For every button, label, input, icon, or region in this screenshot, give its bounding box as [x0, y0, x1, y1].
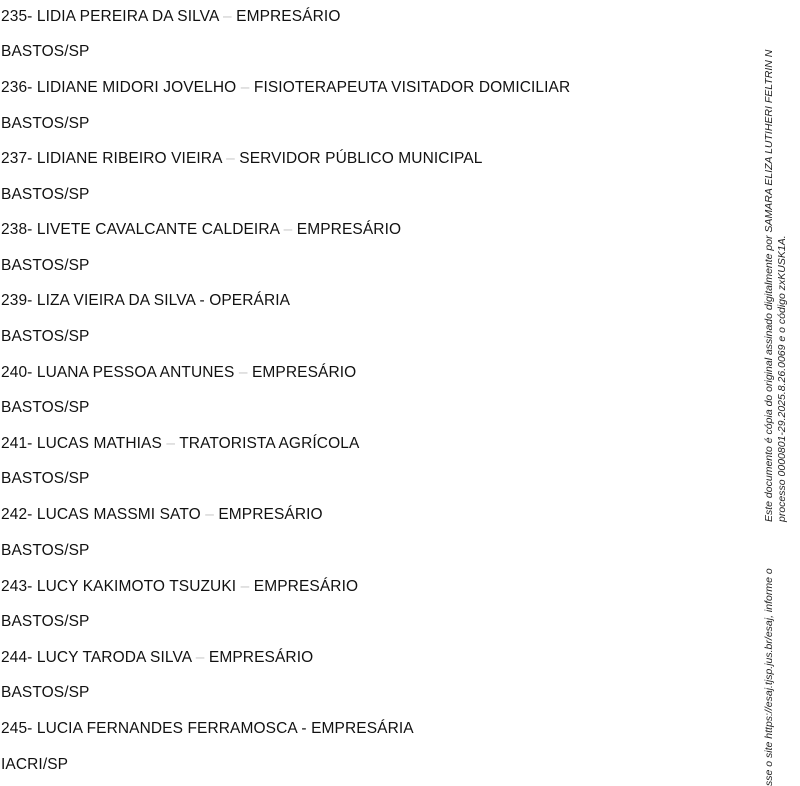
entry-number: 245- [1, 720, 33, 737]
entry-number: 244- [1, 649, 33, 666]
entry-number: 242- [1, 506, 33, 523]
entry-number: 236- [1, 79, 33, 96]
entry-line [1, 649, 313, 667]
entry-name: LIDIANE RIBEIRO VIEIRA [36, 150, 222, 167]
entry-city: BASTOS/SP [1, 115, 90, 132]
entry-city: BASTOS/SP [1, 257, 90, 274]
entry-number: 239- [1, 292, 33, 309]
entry-number: 240- [1, 364, 33, 381]
entry-name: LUCAS MATHIAS [36, 435, 162, 452]
entry-separator: - [301, 720, 307, 737]
entry-separator: – [205, 506, 214, 523]
entry-line [1, 8, 340, 26]
entry-separator: – [166, 435, 176, 452]
margin-note-line-1: Este documento é cópia do original assinado digitalmente por SAMARA ELIZA LUTIHERI FELTRIN N [763, 49, 775, 522]
entry-separator: – [240, 79, 250, 96]
entry-city: BASTOS/SP [1, 470, 90, 487]
entry-city: BASTOS/SP [1, 186, 90, 203]
entry-separator: - [199, 292, 205, 309]
entry-name: LIDIANE MIDORI JOVELHO [36, 79, 237, 96]
entry-number: 235- [1, 8, 33, 25]
entry-separator: – [195, 649, 205, 666]
entry-line [1, 150, 482, 168]
entry-separator: – [222, 8, 232, 25]
entry-role: FISIOTERAPEUTA VISITADOR DOMICILIAR [253, 79, 571, 96]
entry-line [1, 364, 356, 382]
entry-role: EMPRESÁRIO [236, 8, 341, 25]
entry-name: LUCY KAKIMOTO TSUZUKI [36, 578, 237, 595]
entry-name: LIVETE CAVALCANTE CALDEIRA [36, 221, 280, 238]
entry-city: BASTOS/SP [1, 43, 90, 60]
entry-city: BASTOS/SP [1, 399, 90, 416]
entry-separator: – [238, 364, 248, 381]
entry-city: IACRI/SP [1, 756, 69, 773]
entry-separator: – [283, 221, 293, 238]
entry-city: BASTOS/SP [1, 542, 90, 559]
entry-role: TRATORISTA AGRÍCOLA [179, 435, 360, 452]
entry-name: LUCIA FERNANDES FERRAMOSCA [36, 720, 297, 737]
entry-number: 241- [1, 435, 33, 452]
entry-line [1, 578, 358, 596]
entry-city: BASTOS/SP [1, 328, 90, 345]
entry-name: LIDIA PEREIRA DA SILVA [36, 8, 219, 25]
entry-number: 238- [1, 221, 33, 238]
entry-role: EMPRESÁRIO [253, 578, 359, 595]
entry-role: OPERÁRIA [209, 292, 291, 309]
entry-line [1, 435, 359, 453]
entry-role: SERVIDOR PÚBLICO MUNICIPAL [239, 150, 483, 167]
entry-line [1, 720, 414, 738]
margin-note-line-2: processo 0000801-29.2025.8.26.0069 e o código zxKUSK1A. [776, 235, 788, 522]
entry-role: EMPRESÁRIO [296, 221, 402, 238]
entry-line [1, 292, 290, 310]
entry-name: LUCAS MASSMI SATO [36, 506, 201, 523]
entry-name: LIZA VIEIRA DA SILVA [36, 292, 196, 309]
entry-separator: – [240, 578, 250, 595]
entry-number: 237- [1, 150, 33, 167]
entry-line [1, 506, 323, 524]
entry-separator: – [226, 150, 235, 167]
entry-role: EMPRESÁRIO [218, 506, 323, 523]
entry-city: BASTOS/SP [1, 684, 90, 701]
entry-city: BASTOS/SP [1, 613, 90, 630]
entry-name: LUCY TARODA SILVA [36, 649, 192, 666]
entry-number: 243- [1, 578, 33, 595]
entry-line [1, 79, 570, 97]
entry-line [1, 221, 401, 239]
entry-role: EMPRESÁRIO [251, 364, 357, 381]
entry-name: LUANA PESSOA ANTUNES [36, 364, 235, 381]
entry-role: EMPRESÁRIA [311, 720, 414, 737]
margin-note-line-3: sse o site https://esaj.tjsp.jus.br/esaj, informe o [763, 568, 775, 786]
entry-role: EMPRESÁRIO [208, 649, 314, 666]
